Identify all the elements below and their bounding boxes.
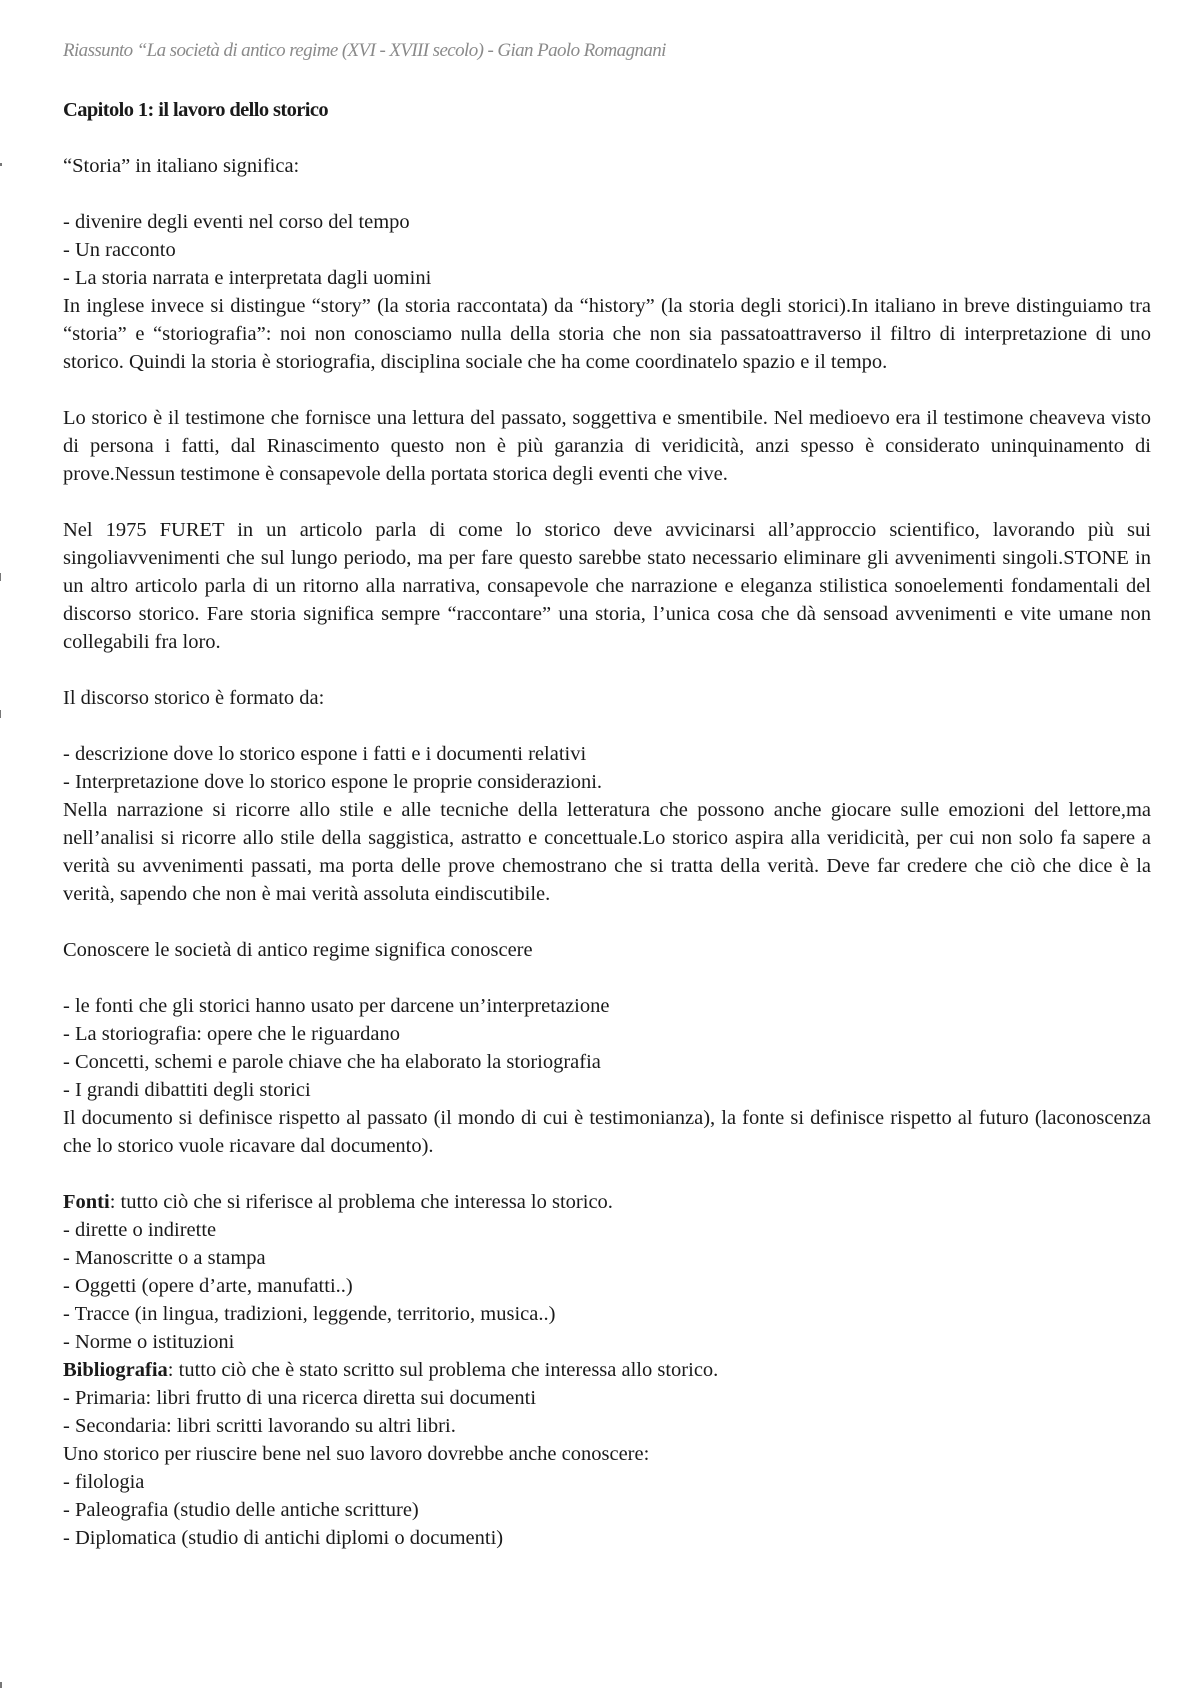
- list-item: - Primaria: libri frutto di una ricerca diretta sui documenti: [63, 1387, 537, 1409]
- paragraph-documento: Il documento si definisce rispetto al passato (il mondo di cui è testimonianza), la fonte si definisce rispetto al futuro (laconoscenza che lo storico vuole ricavare dal documento).: [63, 1107, 1151, 1157]
- list-item: - dirette o indirette: [63, 1219, 217, 1241]
- list-item: - Norme o istituzioni: [63, 1331, 235, 1353]
- list-item: - le fonti che gli storici hanno usato per darcene un’interpretazione: [63, 995, 610, 1017]
- list-item: - Paleografia (studio delle antiche scritture): [63, 1499, 419, 1521]
- bibliografia-definition: [63, 1356, 1151, 1384]
- list-item: - filologia: [63, 1471, 145, 1493]
- list-item: - I grandi dibattiti degli storici: [63, 1079, 311, 1101]
- fonti-text: : tutto ciò che si riferisce al problema che interessa lo storico.: [109, 1191, 613, 1213]
- list-item: - Tracce (in lingua, tradizioni, leggende, territorio, musica..): [63, 1303, 556, 1325]
- storia-intro: “Storia” in italiano significa:: [63, 155, 300, 177]
- conoscere-intro: Conoscere le società di antico regime significa conoscere: [63, 939, 533, 961]
- margin-mark: [0, 573, 1, 581]
- list-item: - descrizione dove lo storico espone i fatti e i documenti relativi: [63, 743, 587, 765]
- chapter-title: Capitolo 1: il lavoro dello storico: [63, 99, 329, 121]
- margin-mark: [0, 1682, 2, 1688]
- fonti-definition: [63, 1188, 1151, 1216]
- list-item: - Manoscritte o a stampa: [63, 1247, 266, 1269]
- paragraph-furet: Nel 1975 FURET in un articolo parla di come lo storico deve avvicinarsi all’approccio scientifico, lavorando più sui singoliavvenimenti che sul lungo periodo, ma per fare questo sarebbe stato necessario eliminare gli avvenimenti singoli.STONE in un altro articolo parla di un ritorno alla narrativa, consapevole che narrazione e eleganza stilistica sonoelementi fondamentali del discorso storico. Fare storia significa sempre “raccontare” una storia, l’unica cosa che dà sensoad avvenimenti e vite umane non collegabili fra loro.: [63, 519, 1151, 653]
- list-item: - Oggetti (opere d’arte, manufatti..): [63, 1275, 353, 1297]
- paragraph-inglese: In inglese invece si distingue “story” (la storia raccontata) da “history” (la storia degli storici).In italiano in breve distinguiamo tra “storia” e “storiografia”: noi non conosciamo nulla della storia che non sia passatoattraverso il filtro di interpretazione di uno storico. Quindi la storia è storiografia, disciplina sociale che ha come coordinatelo spazio e il tempo.: [63, 295, 1151, 373]
- paragraph-testimone: Lo storico è il testimone che fornisce una lettura del passato, soggettiva e smentibile. Nel medioevo era il testimone cheaveva visto di persona i fatti, dal Rinascimento questo non è più garanzia di veridicità, anzi spesso è considerato uninquinamento di prove.Nessun testimone è consapevole della portata storica degli eventi che vive.: [63, 407, 1151, 485]
- document-header: Riassunto “La società di antico regime (XVI - XVIII secolo) - Gian Paolo Romagnani: [63, 40, 666, 61]
- paragraph-narrazione: Nella narrazione si ricorre allo stile e alle tecniche della letteratura che possono anche giocare sulle emozioni del lettore,ma nell’analisi si ricorre allo stile della saggistica, astratto e concettuale.Lo storico aspira alla veridicità, per cui non solo fa sapere a verità su avvenimenti passati, ma porta delle prove chemostrano che si tratta della verità. Deve far credere che ciò che dice è la verità, sapendo che non è mai verità assoluta eindiscutibile.: [63, 799, 1151, 905]
- document-body: [63, 96, 1151, 1552]
- margin-mark: [0, 710, 1, 718]
- conoscere-storico: Uno storico per riuscire bene nel suo lavoro dovrebbe anche conoscere:: [63, 1443, 650, 1465]
- list-item: - Secondaria: libri scritti lavorando su altri libri.: [63, 1415, 456, 1437]
- bibliografia-text: : tutto ciò che è stato scritto sul problema che interessa allo storico.: [167, 1359, 719, 1381]
- bibliografia-label: Bibliografia: [63, 1359, 168, 1381]
- fonti-label: Fonti: [63, 1191, 110, 1213]
- list-item: - La storia narrata e interpretata dagli uomini: [63, 267, 432, 289]
- list-item: - Un racconto: [63, 239, 176, 261]
- margin-mark: [0, 163, 2, 166]
- list-item: - Interpretazione dove lo storico espone le proprie considerazioni.: [63, 771, 603, 793]
- list-item: - La storiografia: opere che le riguardano: [63, 1023, 400, 1045]
- discorso-intro: Il discorso storico è formato da:: [63, 687, 325, 709]
- list-item: - Diplomatica (studio di antichi diplomi o documenti): [63, 1527, 504, 1549]
- list-item: - Concetti, schemi e parole chiave che ha elaborato la storiografia: [63, 1051, 601, 1073]
- list-item: - divenire degli eventi nel corso del tempo: [63, 211, 410, 233]
